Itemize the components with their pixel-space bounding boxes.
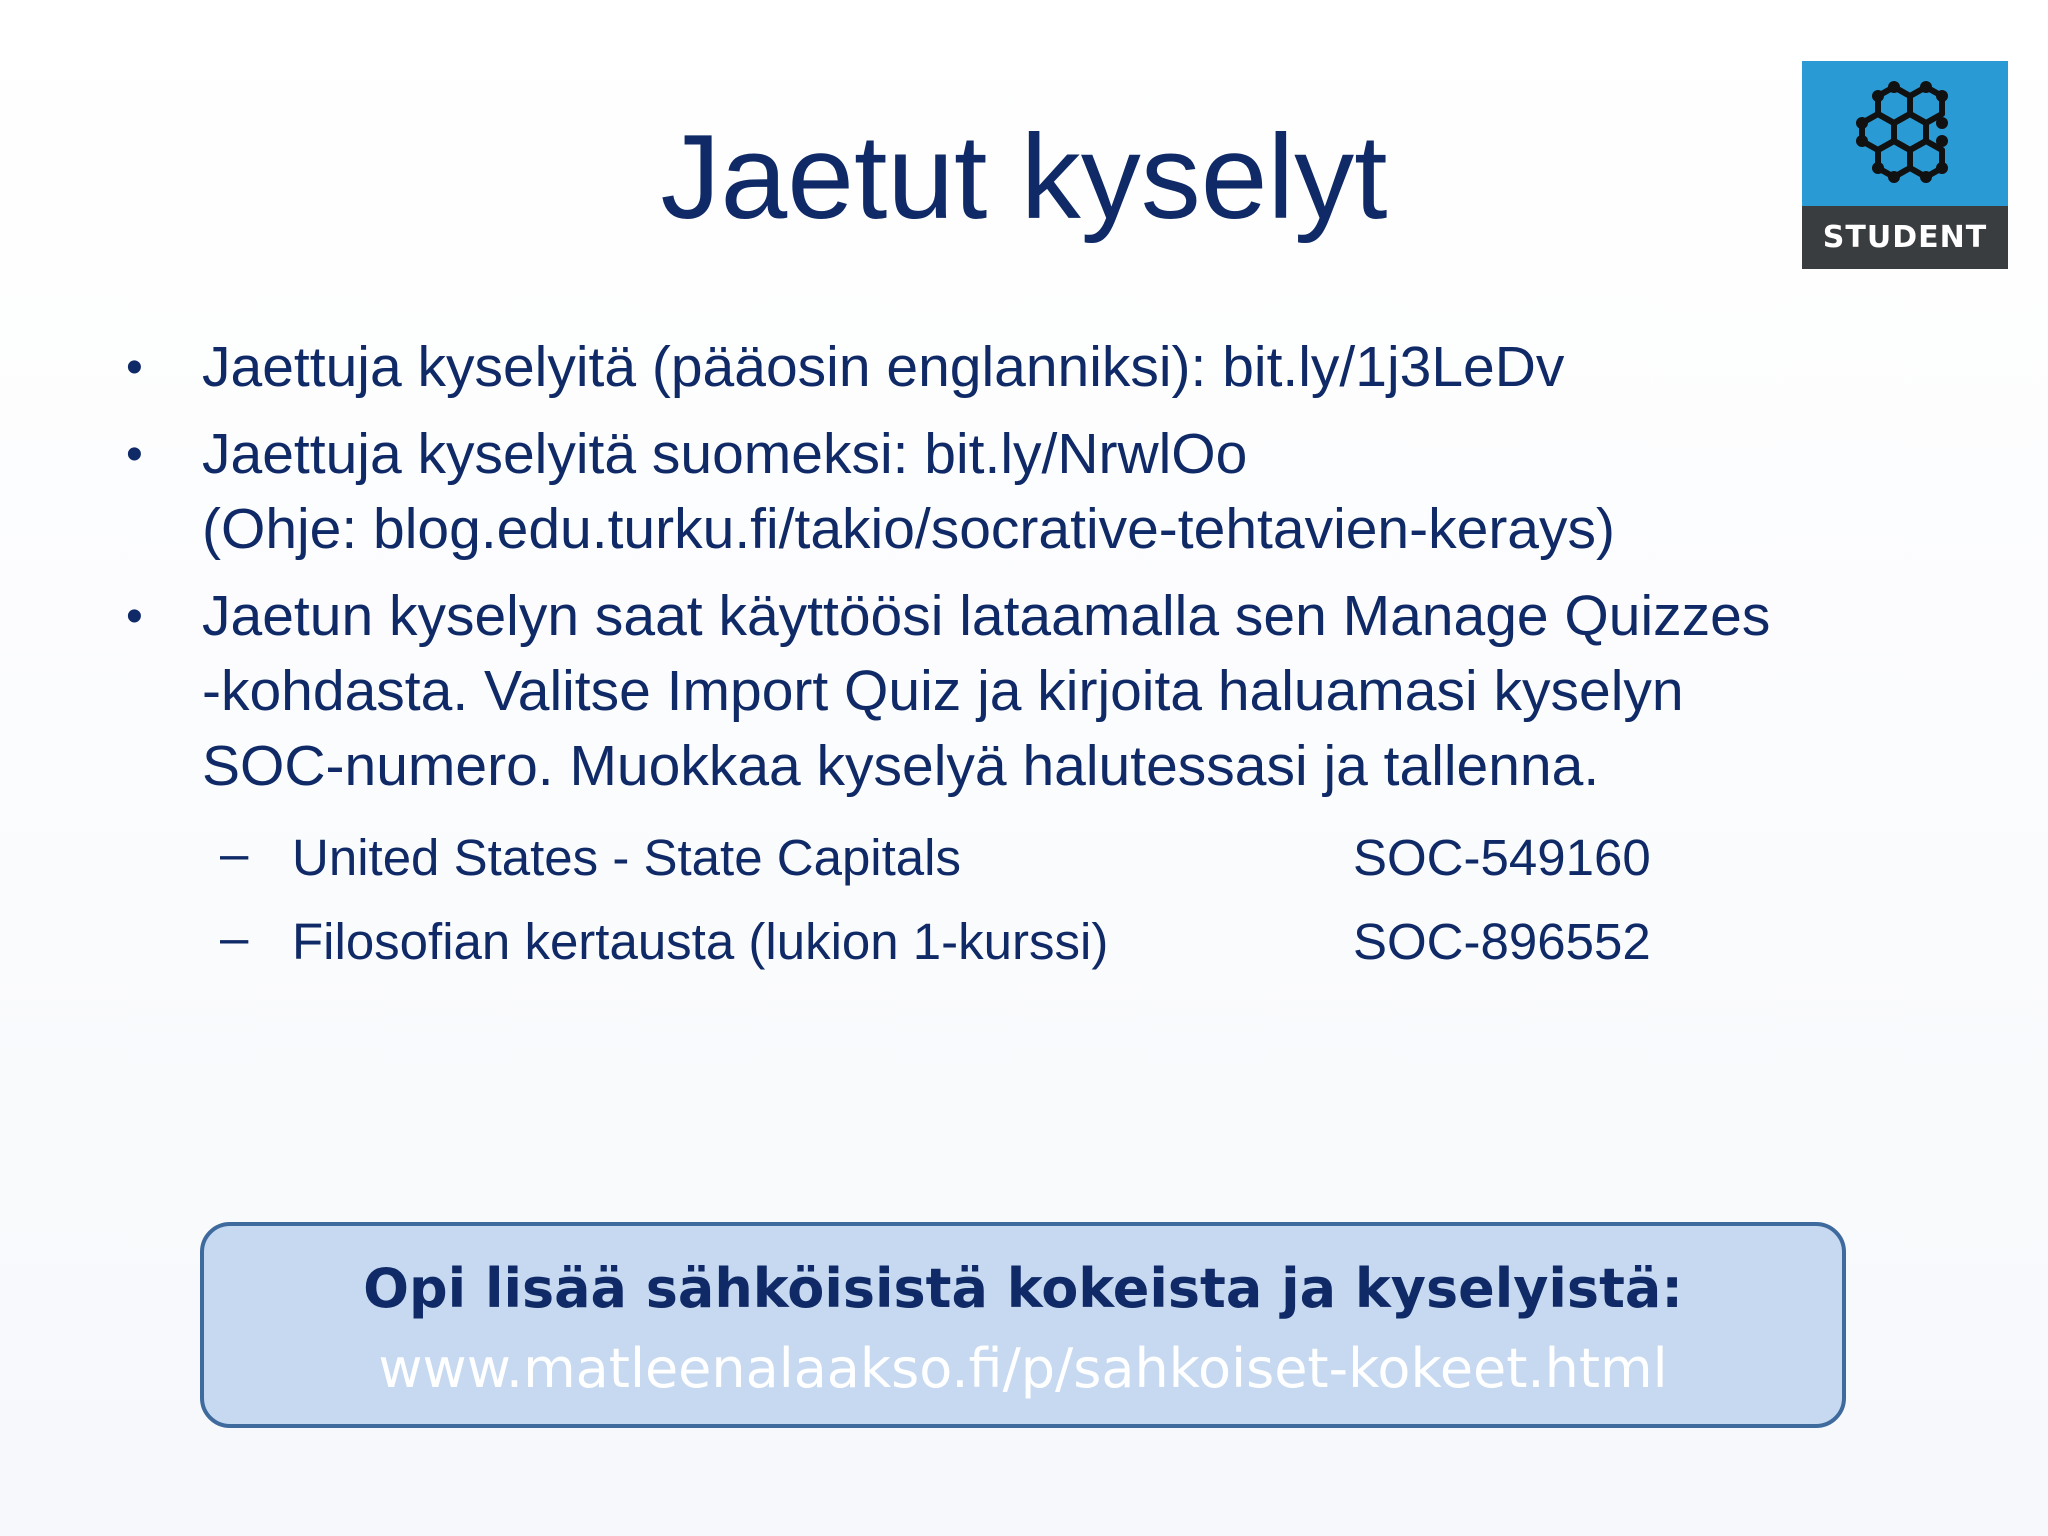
- quiz-name: Filosofian kertausta (lukion 1-kurssi): [292, 913, 1109, 970]
- sub-bullet-dash: –: [220, 825, 249, 882]
- info-heading: Opi lisää sähköisistä kokeista ja kyselyistä:: [363, 1257, 1683, 1320]
- quiz-item: [120, 900, 1980, 984]
- bullet-dot: •: [126, 428, 143, 481]
- bullet-text: -kohdasta. Valitse Import Quiz ja kirjoita haluamasi kyselyn: [202, 659, 1684, 723]
- hexagon-molecule-icon: [1854, 79, 1956, 189]
- student-logo: [1802, 61, 2008, 269]
- quiz-code: SOC-549160: [1353, 829, 1651, 886]
- info-link[interactable]: www.matleenalaakso.fi/p/sahkoiset-kokeet.html: [378, 1337, 1668, 1400]
- info-box: [200, 1222, 1846, 1428]
- bullet-text: Jaetun kyselyn saat käyttöösi lataamalla sen Manage Quizzes: [202, 584, 1771, 648]
- logo-badge-top: [1802, 61, 2008, 206]
- bullet-text: Jaettuja kyselyitä (pääosin englanniksi): bit.ly/1j3LeDv: [202, 335, 1565, 399]
- bullet-text: Jaettuja kyselyitä suomeksi: bit.ly/NrwlOo: [202, 422, 1248, 486]
- logo-label: STUDENT: [1802, 206, 2008, 269]
- quiz-code: SOC-896552: [1353, 913, 1651, 970]
- quiz-name: United States - State Capitals: [292, 829, 962, 886]
- bullet-text: SOC-numero. Muokkaa kyselyä halutessasi ja tallenna.: [202, 734, 1600, 798]
- slide-title: Jaetut kyselyt: [660, 110, 1388, 244]
- sub-bullet-dash: –: [220, 909, 249, 966]
- bullet-dot: •: [126, 341, 143, 394]
- bullet-list: [120, 330, 1980, 984]
- bullet-text: (Ohje: blog.edu.turku.fi/takio/socrative-tehtavien-kerays): [202, 497, 1615, 561]
- bullet-dot: •: [126, 590, 143, 643]
- bullet-item: [120, 417, 1980, 567]
- bullet-item: [120, 330, 1980, 405]
- quiz-item: [120, 816, 1980, 900]
- bullet-item: [120, 579, 1980, 804]
- quiz-list: [120, 816, 1980, 984]
